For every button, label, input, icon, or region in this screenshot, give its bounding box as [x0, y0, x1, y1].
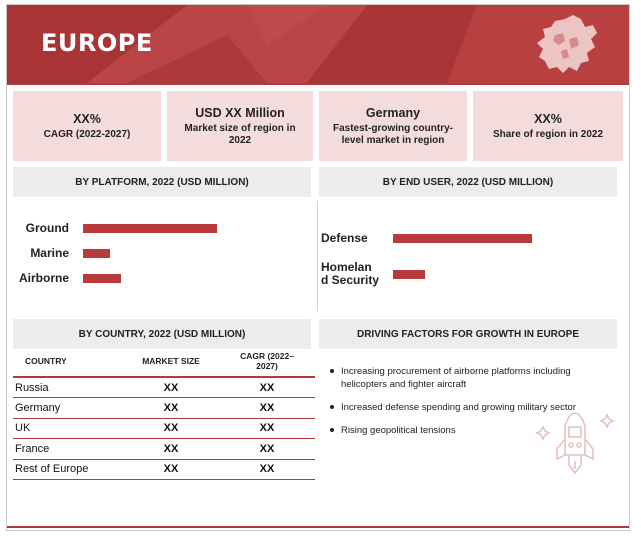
region-title: EUROPE	[41, 29, 153, 57]
country-name: France	[13, 439, 123, 460]
footer-divider	[7, 526, 629, 528]
bar-airborne	[83, 274, 121, 283]
country-name: UK	[13, 418, 123, 439]
chart-divider	[317, 201, 318, 311]
column-header-cagr	[219, 345, 315, 377]
banner-divider	[7, 83, 629, 85]
country-name: Germany	[13, 398, 123, 419]
platform-chart-title: BY PLATFORM, 2022 (USD MILLION)	[13, 167, 311, 197]
market-size-value: XX	[123, 459, 219, 480]
table-row	[13, 418, 315, 439]
bar-label-airborne: Airborne	[18, 270, 69, 285]
table-row	[13, 459, 315, 480]
country-table-title: BY COUNTRY, 2022 (USD MILLION)	[13, 319, 311, 349]
bar-defense	[393, 234, 532, 243]
kpi-label: CAGR (2022-2027)	[43, 128, 131, 140]
kpi-value: XX%	[73, 111, 101, 126]
table-row	[13, 398, 315, 419]
market-size-value: XX	[123, 398, 219, 419]
bar-homeland-security	[393, 270, 425, 279]
kpi-value: XX%	[534, 111, 562, 126]
table-row	[13, 439, 315, 460]
cagr-value: XX	[219, 398, 315, 419]
kpi-label: Fastest-growing country-level market in region	[332, 122, 453, 146]
cagr-value: XX	[219, 418, 315, 439]
cagr-value: XX	[219, 459, 315, 480]
market-size-value: XX	[123, 377, 219, 398]
cagr-value: XX	[219, 439, 315, 460]
kpi-value: Germany	[365, 105, 421, 120]
kpi-row	[13, 91, 623, 161]
driver-item: Increased defense spending and growing military sector	[327, 401, 597, 414]
cagr-value: XX	[219, 377, 315, 398]
kpi-market-size	[167, 91, 313, 161]
table-header-row	[13, 345, 315, 377]
header-banner	[7, 5, 629, 83]
bar-ground	[83, 224, 217, 233]
column-header-country: COUNTRY	[13, 345, 123, 377]
drivers-title: DRIVING FACTORS FOR GROWTH IN EUROPE	[319, 319, 617, 349]
column-header-market-size: MARKET SIZE	[123, 345, 219, 377]
country-name: Rest of Europe	[13, 459, 123, 480]
infographic-frame	[6, 4, 630, 531]
driver-item: Increasing procurement of airborne platforms including helicopters and fighter aircraft	[327, 365, 597, 391]
bar-label-ground: Ground	[25, 220, 69, 235]
cagr-header-text: CAGR (2022–2027)	[240, 350, 294, 371]
kpi-value: USD XX Million	[195, 105, 285, 120]
kpi-label: Market size of region in 2022	[184, 122, 296, 146]
kpi-fastest-growing	[319, 91, 467, 161]
europe-map-icon	[535, 13, 599, 75]
country-name: Russia	[13, 377, 123, 398]
kpi-cagr	[13, 91, 161, 161]
table-row	[13, 377, 315, 398]
kpi-label: Share of region in 2022	[492, 128, 604, 140]
kpi-share	[473, 91, 623, 161]
bar-label-defense: Defense	[321, 230, 368, 245]
end-user-chart-title: BY END USER, 2022 (USD MILLION)	[319, 167, 617, 197]
rocket-icon	[533, 409, 617, 481]
driver-item: Rising geopolitical tensions	[327, 424, 597, 437]
bar-label-homeland-security: Homelan d Security	[321, 260, 380, 287]
bar-label-marine: Marine	[30, 245, 69, 260]
market-size-value: XX	[123, 439, 219, 460]
country-table	[13, 345, 315, 480]
market-size-value: XX	[123, 418, 219, 439]
bar-marine	[83, 249, 110, 258]
